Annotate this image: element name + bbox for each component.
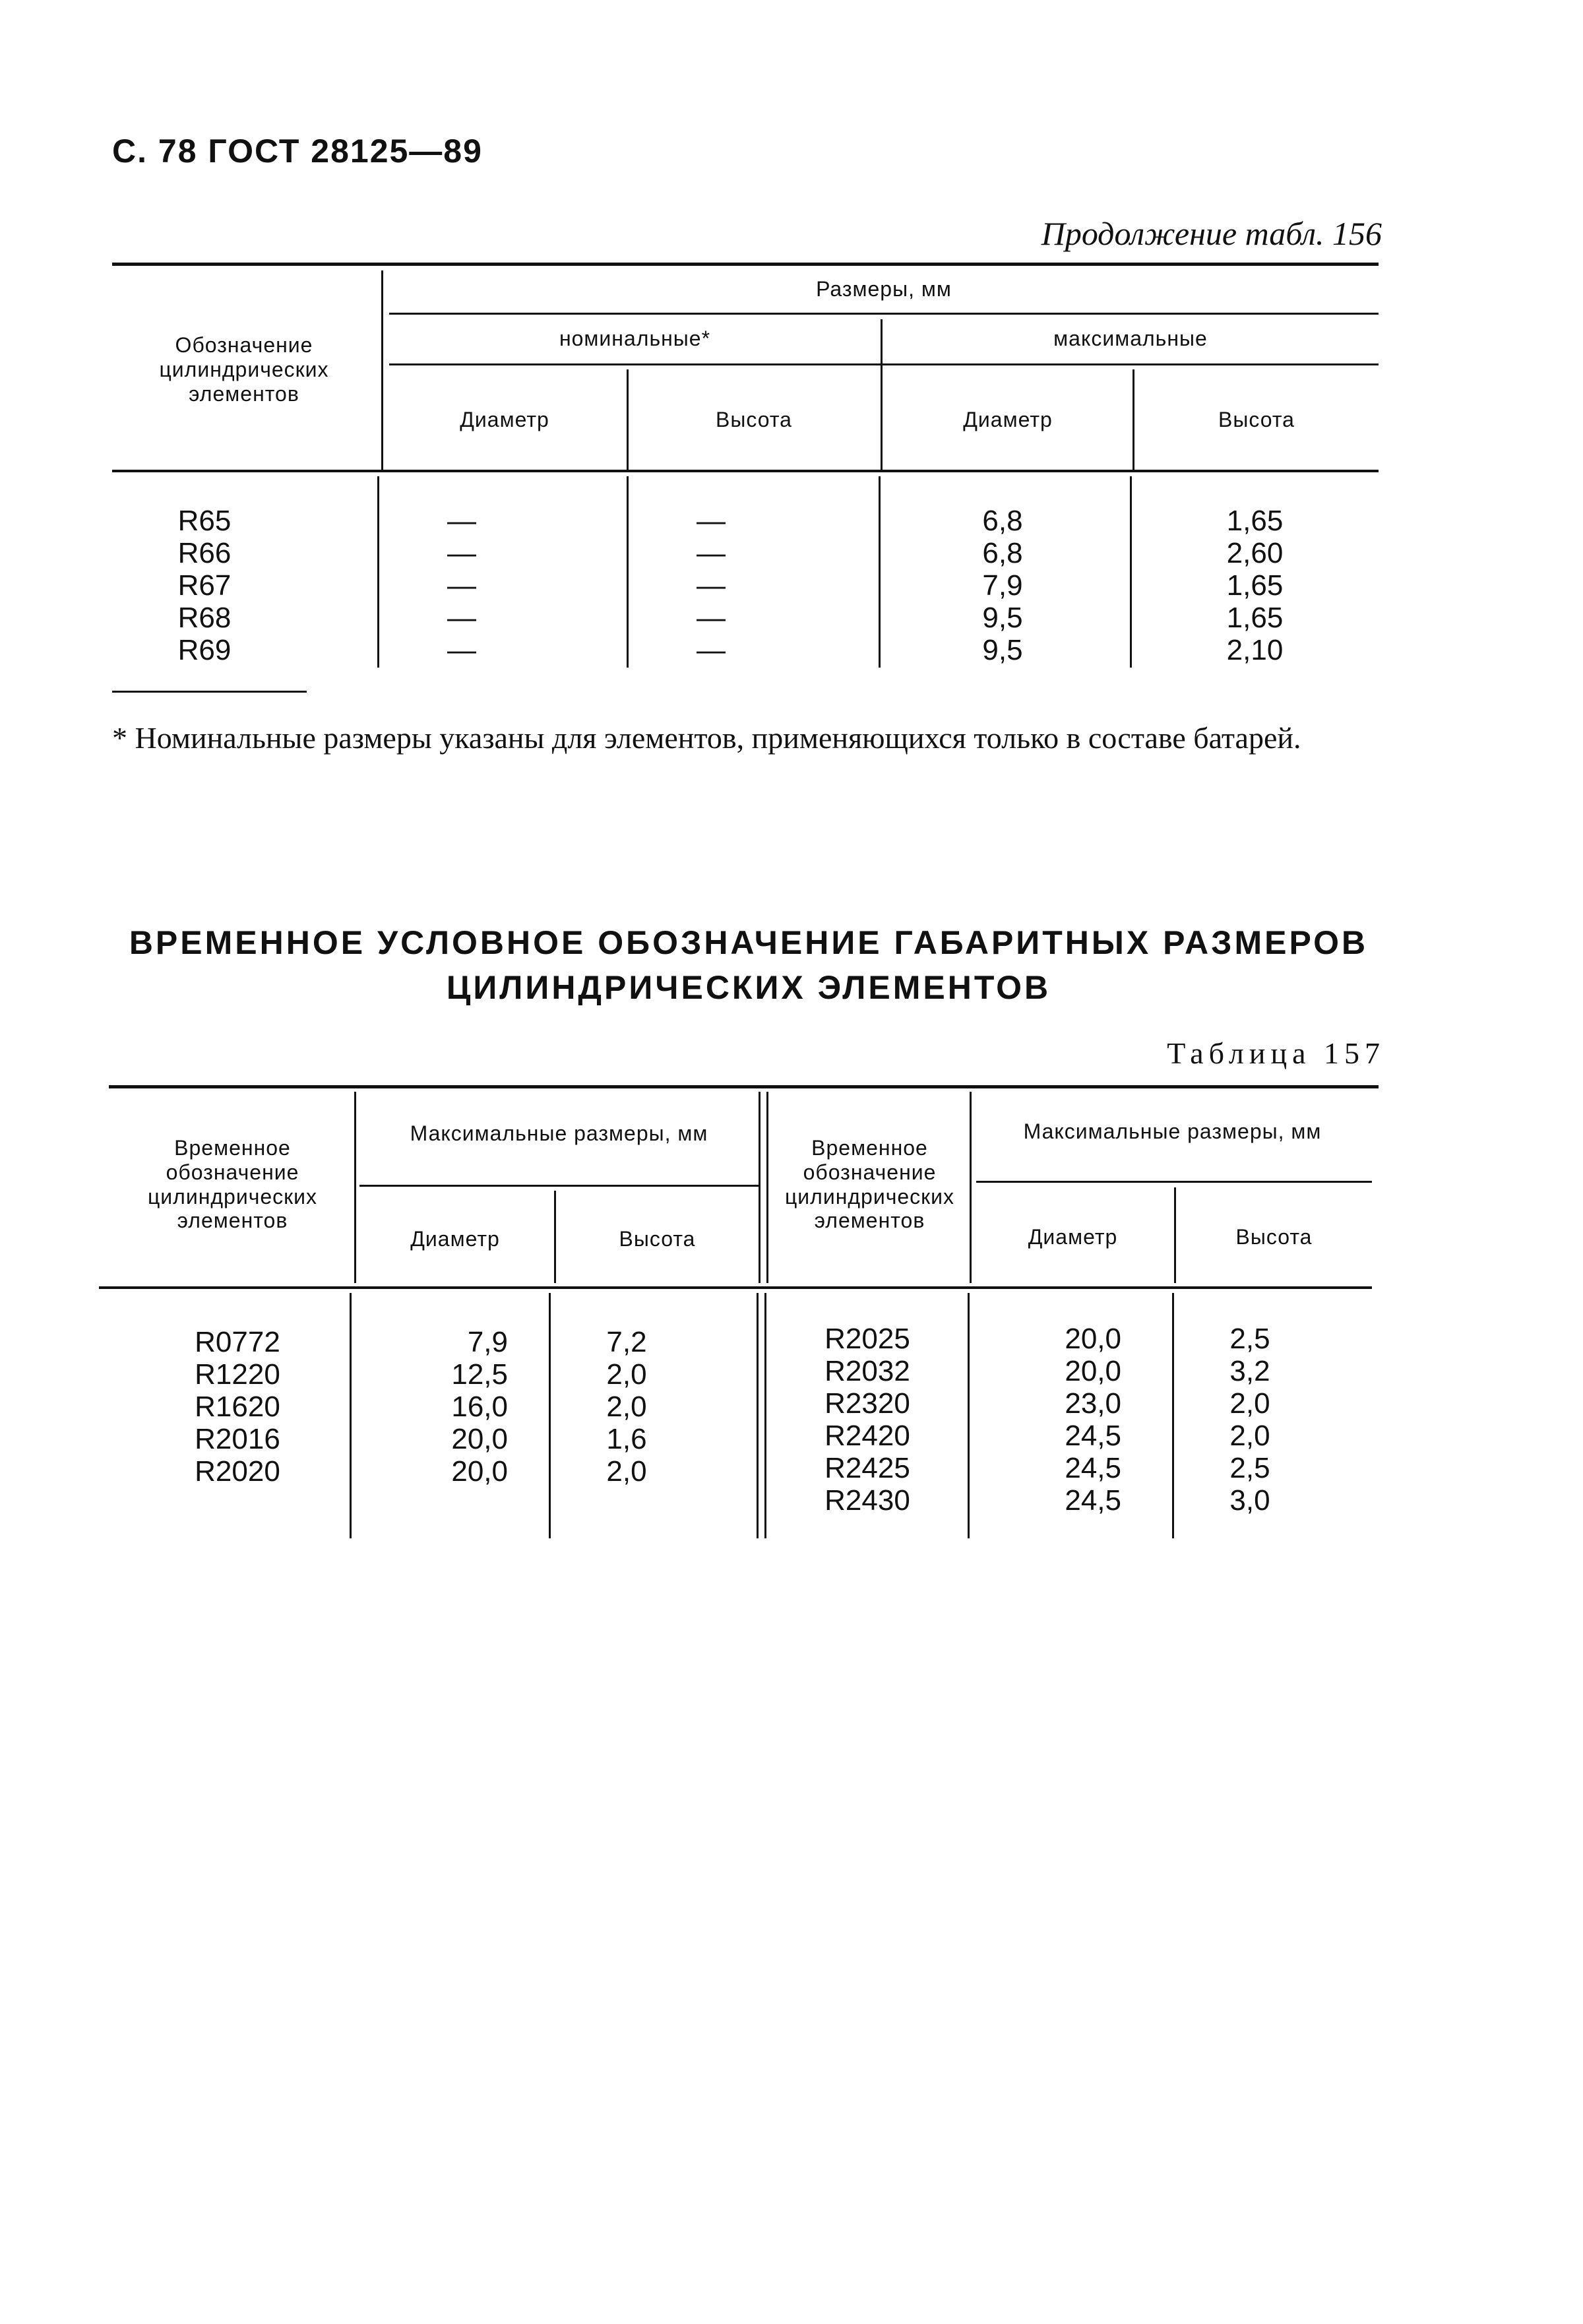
table-cell: 1,6 xyxy=(606,1423,647,1455)
table-cell: 1,65 xyxy=(1226,602,1284,634)
column-left-designation xyxy=(152,1326,323,1488)
column-left-height xyxy=(564,1326,689,1488)
section-title xyxy=(112,920,1385,1010)
table-157-left-subrule xyxy=(359,1185,759,1187)
table-cell: — xyxy=(447,602,476,634)
table-cell: 20,0 xyxy=(1065,1323,1121,1355)
table-cell: 3,0 xyxy=(1229,1484,1270,1517)
header-height-left: Высота xyxy=(619,1227,696,1251)
table-156-header-bottom-rule xyxy=(112,470,1379,472)
table-cell: 3,2 xyxy=(1229,1355,1270,1387)
table-cell: 20,0 xyxy=(1065,1355,1121,1387)
table-cell: — xyxy=(697,602,726,634)
header-nominal-diameter: Диаметр xyxy=(460,408,549,431)
table-156-sizes-rule xyxy=(389,313,1379,315)
table-cell: 2,0 xyxy=(606,1358,647,1391)
table-cell: 2,5 xyxy=(1229,1323,1270,1355)
header-temp-designation-left: Временное обозначение цилиндрических элементов xyxy=(147,1136,318,1233)
table-157-vline xyxy=(549,1293,551,1538)
section-title-line-1: ВРЕМЕННОЕ УСЛОВНОЕ ОБОЗНАЧЕНИЕ ГАБАРИТНЫХ РАЗМЕРОВ xyxy=(129,924,1369,961)
table-157-right-subrule xyxy=(976,1181,1372,1183)
table-cell: 2,0 xyxy=(1229,1387,1270,1420)
footnote: * Номинальные размеры указаны для элементов, применяющихся только в составе батарей. xyxy=(112,721,1301,755)
table-157-vline xyxy=(970,1092,972,1283)
table-cell: R0772 xyxy=(195,1326,280,1358)
table-cell: 1,65 xyxy=(1226,569,1284,602)
table-cell: 7,9 xyxy=(982,569,1023,602)
column-right-diameter xyxy=(989,1323,1148,1517)
table-cell: 6,8 xyxy=(982,537,1023,569)
table-cell: 24,5 xyxy=(1065,1420,1121,1452)
header-nominal: номинальные* xyxy=(559,327,711,350)
table-cell: R67 xyxy=(177,569,232,602)
table-cell: R2425 xyxy=(824,1452,910,1484)
table-156-vline xyxy=(381,270,383,470)
table-cell: 12,5 xyxy=(451,1358,508,1391)
column-right-height xyxy=(1187,1323,1313,1517)
table-157-vline xyxy=(1172,1293,1174,1538)
page-header: С. 78 ГОСТ 28125—89 xyxy=(112,133,483,170)
table-cell: R2320 xyxy=(824,1387,910,1420)
column-max-height xyxy=(1131,505,1379,666)
header-max-sizes-right: Максимальные размеры, мм xyxy=(1023,1119,1322,1143)
header-diameter-right: Диаметр xyxy=(1028,1225,1118,1249)
table-157-top-rule xyxy=(109,1085,1379,1088)
header-maximal: максимальные xyxy=(1053,327,1208,350)
table-cell: 24,5 xyxy=(1065,1452,1121,1484)
header-temp-designation-right: Временное обозначение цилиндрических элементов xyxy=(784,1136,955,1233)
table-cell: 2,5 xyxy=(1229,1452,1270,1484)
table-cell: — xyxy=(697,537,726,569)
table-cell: 1,65 xyxy=(1226,505,1284,537)
table-156-top-rule xyxy=(112,263,1379,266)
table-cell: 6,8 xyxy=(982,505,1023,537)
table-cell: — xyxy=(697,505,726,537)
table-cell: 7,9 xyxy=(467,1326,508,1358)
table-157-vline xyxy=(354,1092,356,1283)
table-cell: — xyxy=(697,569,726,602)
table-cell: 23,0 xyxy=(1065,1387,1121,1420)
table-cell: R66 xyxy=(177,537,232,569)
column-nominal-diameter xyxy=(379,505,544,666)
header-diameter-left: Диаметр xyxy=(410,1227,500,1251)
table-157-vline xyxy=(968,1293,970,1538)
table-cell: 2,60 xyxy=(1226,537,1284,569)
table-157-vline xyxy=(759,1092,760,1283)
column-right-designation xyxy=(775,1323,960,1517)
table-cell: — xyxy=(447,537,476,569)
header-height-right: Высота xyxy=(1235,1225,1313,1249)
table-cell: 2,0 xyxy=(606,1391,647,1423)
table-157-vline xyxy=(350,1293,352,1538)
table-157-header-bottom-rule xyxy=(99,1286,1372,1289)
table-cell: R1220 xyxy=(195,1358,280,1391)
table-cell: R1620 xyxy=(195,1391,280,1423)
table-cell: 20,0 xyxy=(451,1423,508,1455)
table-cell: — xyxy=(447,634,476,666)
table-cell: R2420 xyxy=(824,1420,910,1452)
table-cell: — xyxy=(447,505,476,537)
column-max-diameter xyxy=(881,505,1125,666)
table-cell: 2,0 xyxy=(606,1455,647,1488)
column-nominal-height xyxy=(629,505,793,666)
table-continuation-label: Продолжение табл. 156 xyxy=(1041,215,1382,252)
table-cell: 16,0 xyxy=(451,1391,508,1423)
table-157-vline xyxy=(766,1092,768,1283)
column-left-diameter xyxy=(369,1326,528,1488)
table-cell: 24,5 xyxy=(1065,1484,1121,1517)
header-designation: Обозначение цилиндрических элементов xyxy=(159,333,329,406)
header-max-diameter: Диаметр xyxy=(963,408,1053,431)
table-cell: 20,0 xyxy=(451,1455,508,1488)
table-157-vline xyxy=(764,1293,766,1538)
table-cell: 9,5 xyxy=(982,634,1023,666)
table-157-label: Таблица 157 xyxy=(1167,1036,1385,1070)
table-cell: — xyxy=(447,569,476,602)
table-cell: R68 xyxy=(177,602,232,634)
table-cell: R2032 xyxy=(824,1355,910,1387)
column-designation xyxy=(112,505,297,666)
header-sizes: Размеры, мм xyxy=(816,277,952,301)
table-cell: R2016 xyxy=(195,1423,280,1455)
header-nominal-height: Высота xyxy=(716,408,792,431)
header-max-height: Высота xyxy=(1218,408,1295,431)
table-cell: — xyxy=(697,634,726,666)
table-157-vline xyxy=(757,1293,759,1538)
table-cell: R2430 xyxy=(824,1484,910,1517)
table-cell: R69 xyxy=(177,634,232,666)
table-cell: 2,0 xyxy=(1229,1420,1270,1452)
table-cell: R2025 xyxy=(824,1323,910,1355)
table-cell: 9,5 xyxy=(982,602,1023,634)
table-cell: R65 xyxy=(177,505,232,537)
section-title-line-2: ЦИЛИНДРИЧЕСКИХ ЭЛЕМЕНТОВ xyxy=(446,969,1051,1006)
table-cell: R2020 xyxy=(195,1455,280,1488)
table-156-subheader-rule xyxy=(389,363,1379,365)
header-max-sizes-left: Максимальные размеры, мм xyxy=(410,1121,708,1145)
table-cell: 7,2 xyxy=(606,1326,647,1358)
footnote-separator xyxy=(112,691,307,693)
table-cell: 2,10 xyxy=(1226,634,1284,666)
